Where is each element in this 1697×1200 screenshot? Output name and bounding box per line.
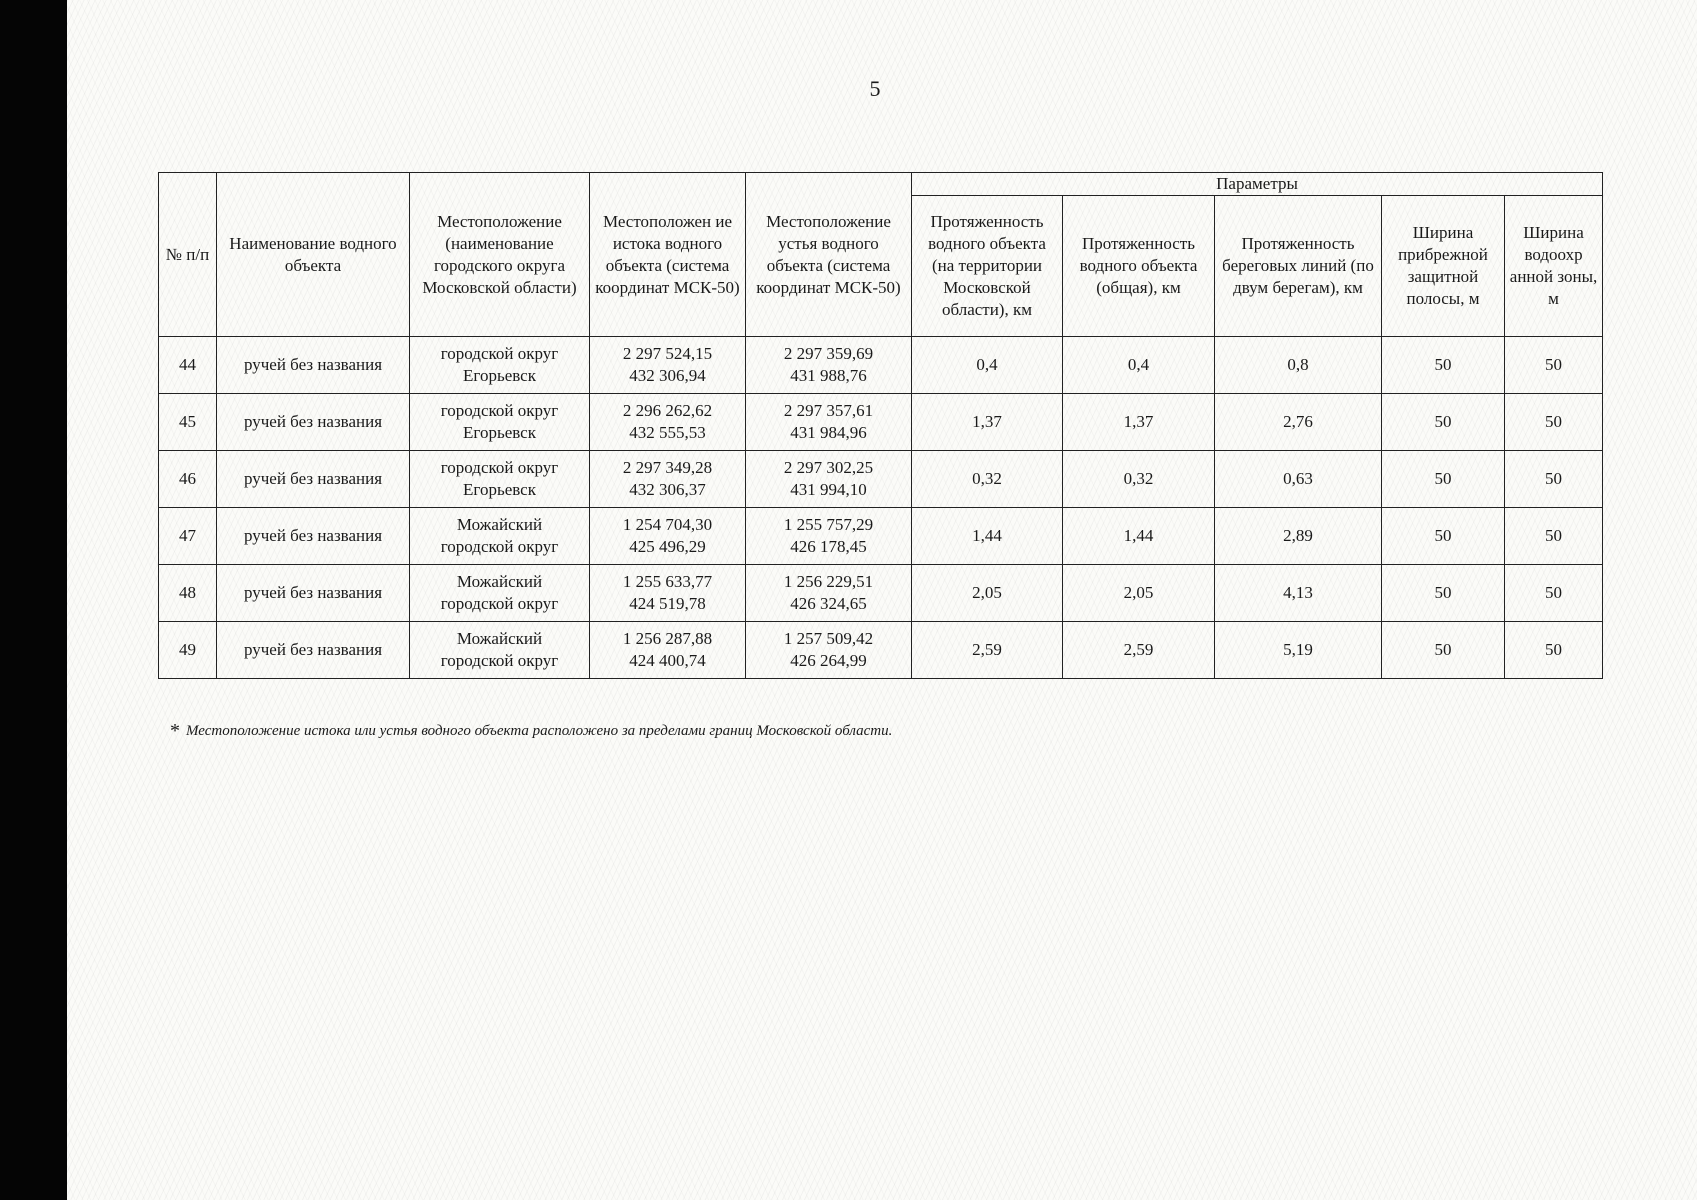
header-len-total: Протяженность водного объекта (общая), км — [1063, 196, 1215, 337]
water-objects-table — [158, 172, 1603, 679]
cell-zone: 50 — [1505, 337, 1603, 394]
table-row — [159, 337, 1603, 394]
cell-num: 45 — [159, 394, 217, 451]
cell-name: ручей без названия — [217, 565, 410, 622]
cell-shore: 2,89 — [1215, 508, 1382, 565]
cell-len-region: 0,32 — [912, 451, 1063, 508]
cell-zone: 50 — [1505, 565, 1603, 622]
cell-strip: 50 — [1382, 622, 1505, 679]
cell-source: 1 255 633,77 424 519,78 — [590, 565, 746, 622]
cell-strip: 50 — [1382, 508, 1505, 565]
cell-num: 46 — [159, 451, 217, 508]
cell-len-total: 1,44 — [1063, 508, 1215, 565]
footnote — [170, 720, 892, 743]
cell-name: ручей без названия — [217, 622, 410, 679]
cell-name: ручей без названия — [217, 508, 410, 565]
header-location: Местоположение (наименование городского округа Московской области) — [410, 173, 590, 337]
header-params: Параметры — [912, 173, 1603, 196]
cell-name: ручей без названия — [217, 451, 410, 508]
cell-source: 1 256 287,88 424 400,74 — [590, 622, 746, 679]
cell-name: ручей без названия — [217, 394, 410, 451]
cell-num: 47 — [159, 508, 217, 565]
cell-location: городской округ Егорьевск — [410, 337, 590, 394]
cell-len-region: 1,44 — [912, 508, 1063, 565]
cell-shore: 0,8 — [1215, 337, 1382, 394]
scan-border — [0, 0, 67, 1200]
cell-source: 1 254 704,30 425 496,29 — [590, 508, 746, 565]
cell-shore: 0,63 — [1215, 451, 1382, 508]
table-row — [159, 451, 1603, 508]
cell-len-total: 1,37 — [1063, 394, 1215, 451]
cell-location: Можайский городской округ — [410, 622, 590, 679]
cell-location: городской округ Егорьевск — [410, 451, 590, 508]
cell-mouth: 2 297 359,69 431 988,76 — [746, 337, 912, 394]
cell-location: городской округ Егорьевск — [410, 394, 590, 451]
cell-mouth: 1 257 509,42 426 264,99 — [746, 622, 912, 679]
cell-shore: 4,13 — [1215, 565, 1382, 622]
header-source: Местоположен ие истока водного объекта (система координат МСК-50) — [590, 173, 746, 337]
header-zone: Ширина водоохр анной зоны, м — [1505, 196, 1603, 337]
page-number: 5 — [869, 76, 881, 101]
cell-len-total: 0,32 — [1063, 451, 1215, 508]
table-row — [159, 508, 1603, 565]
cell-mouth: 1 256 229,51 426 324,65 — [746, 565, 912, 622]
cell-zone: 50 — [1505, 394, 1603, 451]
cell-len-region: 2,59 — [912, 622, 1063, 679]
cell-zone: 50 — [1505, 622, 1603, 679]
cell-name: ручей без названия — [217, 337, 410, 394]
table-row — [159, 622, 1603, 679]
cell-zone: 50 — [1505, 508, 1603, 565]
header-shore: Протяженность береговых линий (по двум берегам), км — [1215, 196, 1382, 337]
cell-mouth: 2 297 357,61 431 984,96 — [746, 394, 912, 451]
cell-location: Можайский городской округ — [410, 508, 590, 565]
cell-len-total: 2,05 — [1063, 565, 1215, 622]
cell-len-total: 0,4 — [1063, 337, 1215, 394]
cell-num: 48 — [159, 565, 217, 622]
cell-len-region: 0,4 — [912, 337, 1063, 394]
cell-shore: 2,76 — [1215, 394, 1382, 451]
cell-len-region: 1,37 — [912, 394, 1063, 451]
cell-num: 44 — [159, 337, 217, 394]
cell-num: 49 — [159, 622, 217, 679]
header-strip: Ширина прибрежной защитной полосы, м — [1382, 196, 1505, 337]
footnote-mark: * — [170, 720, 180, 742]
cell-strip: 50 — [1382, 565, 1505, 622]
cell-shore: 5,19 — [1215, 622, 1382, 679]
cell-zone: 50 — [1505, 451, 1603, 508]
table-row — [159, 565, 1603, 622]
cell-len-region: 2,05 — [912, 565, 1063, 622]
header-len-region: Протяженность водного объекта (на территории Московской области), км — [912, 196, 1063, 337]
cell-strip: 50 — [1382, 394, 1505, 451]
table-row — [159, 394, 1603, 451]
cell-source: 2 297 524,15 432 306,94 — [590, 337, 746, 394]
cell-strip: 50 — [1382, 337, 1505, 394]
cell-mouth: 1 255 757,29 426 178,45 — [746, 508, 912, 565]
cell-location: Можайский городской округ — [410, 565, 590, 622]
cell-source: 2 297 349,28 432 306,37 — [590, 451, 746, 508]
header-num: № п/п — [159, 173, 217, 337]
header-name: Наименование водного объекта — [217, 173, 410, 337]
footnote-text: Местоположение истока или устья водного объекта расположено за пределами границ Московской области. — [186, 723, 893, 739]
cell-source: 2 296 262,62 432 555,53 — [590, 394, 746, 451]
cell-len-total: 2,59 — [1063, 622, 1215, 679]
cell-strip: 50 — [1382, 451, 1505, 508]
cell-mouth: 2 297 302,25 431 994,10 — [746, 451, 912, 508]
header-mouth: Местоположение устья водного объекта (система координат МСК-50) — [746, 173, 912, 337]
header-row-top — [159, 173, 1603, 196]
